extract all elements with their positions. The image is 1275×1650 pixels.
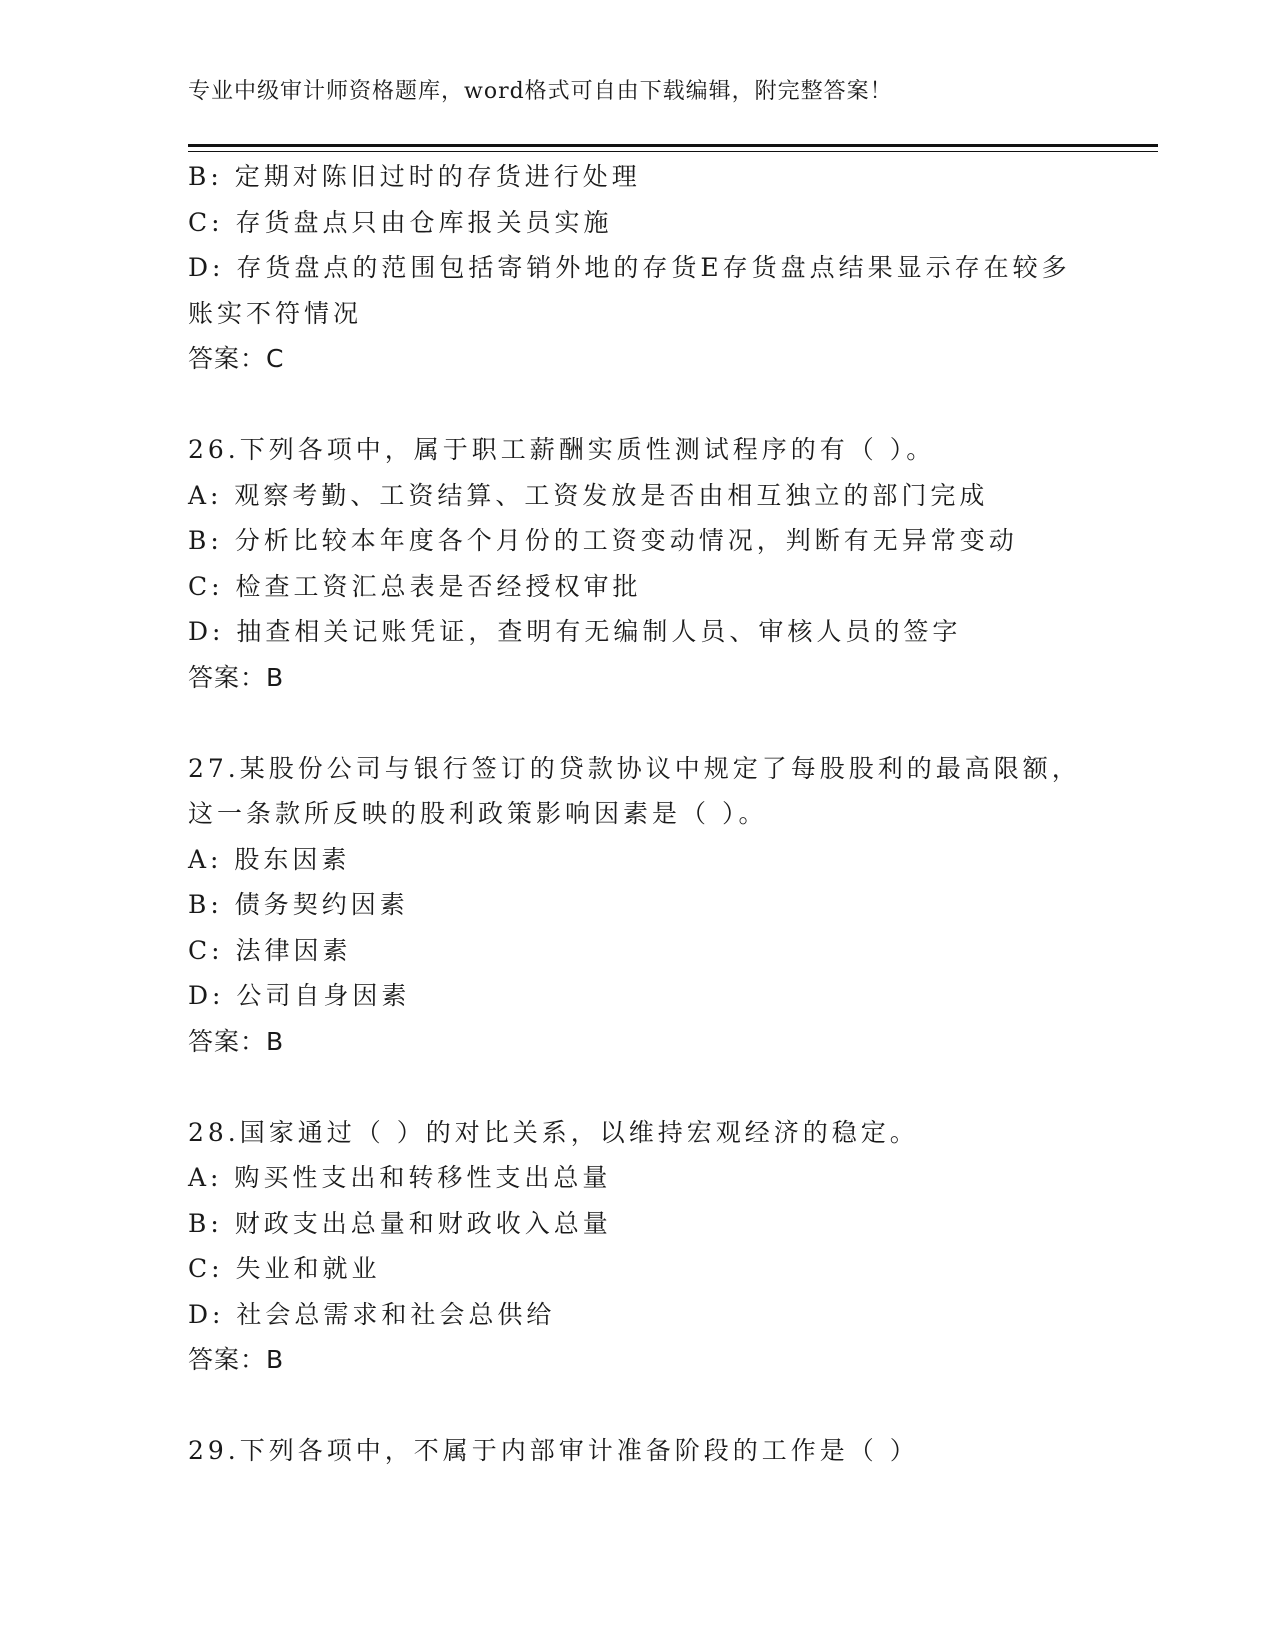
option-b: B: 定期对陈旧过时的存货进行处理 bbox=[188, 162, 641, 191]
question-list bbox=[188, 154, 1088, 1474]
option-d: D: 公司自身因素 bbox=[188, 981, 411, 1010]
option-b: B: 财政支出总量和财政收入总量 bbox=[188, 1208, 612, 1238]
header-rule-thin bbox=[188, 151, 1158, 152]
answer: 答案：C bbox=[188, 344, 285, 373]
question-27 bbox=[188, 746, 1088, 1065]
option-b: B: 债务契约因素 bbox=[188, 890, 409, 919]
spacer bbox=[188, 700, 1088, 746]
option-a: A: 购买性支出和转移性支出总量 bbox=[188, 1163, 612, 1192]
answer: 答案：B bbox=[188, 1345, 285, 1374]
question-text: 29.下列各项中，不属于内部审计准备阶段的工作是（ ） bbox=[188, 1436, 919, 1465]
option-c: C: 失业和就业 bbox=[188, 1254, 381, 1283]
option-a: A: 股东因素 bbox=[188, 844, 351, 874]
option-d: D: 社会总需求和社会总供给 bbox=[188, 1299, 556, 1329]
page-header: 专业中级审计师资格题库，word格式可自由下载编辑，附完整答案！ bbox=[188, 79, 893, 104]
question-text: 27.某股份公司与银行签订的贷款协议中规定了每股股利的最高限额， bbox=[188, 753, 1081, 783]
spacer bbox=[188, 1383, 1088, 1429]
header-rule-thick bbox=[188, 144, 1158, 147]
option-c: C: 存货盘点只由仓库报关员实施 bbox=[188, 207, 613, 237]
answer: 答案：B bbox=[188, 1026, 285, 1056]
spacer bbox=[188, 1064, 1088, 1110]
spacer bbox=[188, 382, 1088, 428]
question-29 bbox=[188, 1428, 1088, 1474]
option-b: B: 分析比较本年度各个月份的工资变动情况，判断有无异常变动 bbox=[188, 526, 1018, 555]
option-c: C: 法律因素 bbox=[188, 935, 352, 965]
question-text-continued: 这一条款所反映的股利政策影响因素是（ ）。 bbox=[188, 799, 768, 828]
question-25 bbox=[188, 154, 1088, 382]
question-text: 26.下列各项中，属于职工薪酬实质性测试程序的有（ ）。 bbox=[188, 435, 936, 464]
option-d: D: 抽查相关记账凭证，查明有无编制人员、审核人员的签字 bbox=[188, 617, 962, 646]
answer: 答案：B bbox=[188, 662, 285, 692]
question-26 bbox=[188, 427, 1088, 700]
question-28 bbox=[188, 1110, 1088, 1383]
question-text: 28.国家通过（ ）的对比关系，以维持宏观经济的稳定。 bbox=[188, 1117, 919, 1147]
option-d-continued: 账实不符情况 bbox=[188, 298, 363, 328]
option-c: C: 检查工资汇总表是否经授权审批 bbox=[188, 571, 642, 601]
option-d: D: 存货盘点的范围包括寄销外地的存货E存货盘点结果显示存在较多 bbox=[188, 253, 1071, 282]
option-a: A: 观察考勤、工资结算、工资发放是否由相互独立的部门完成 bbox=[188, 480, 989, 510]
